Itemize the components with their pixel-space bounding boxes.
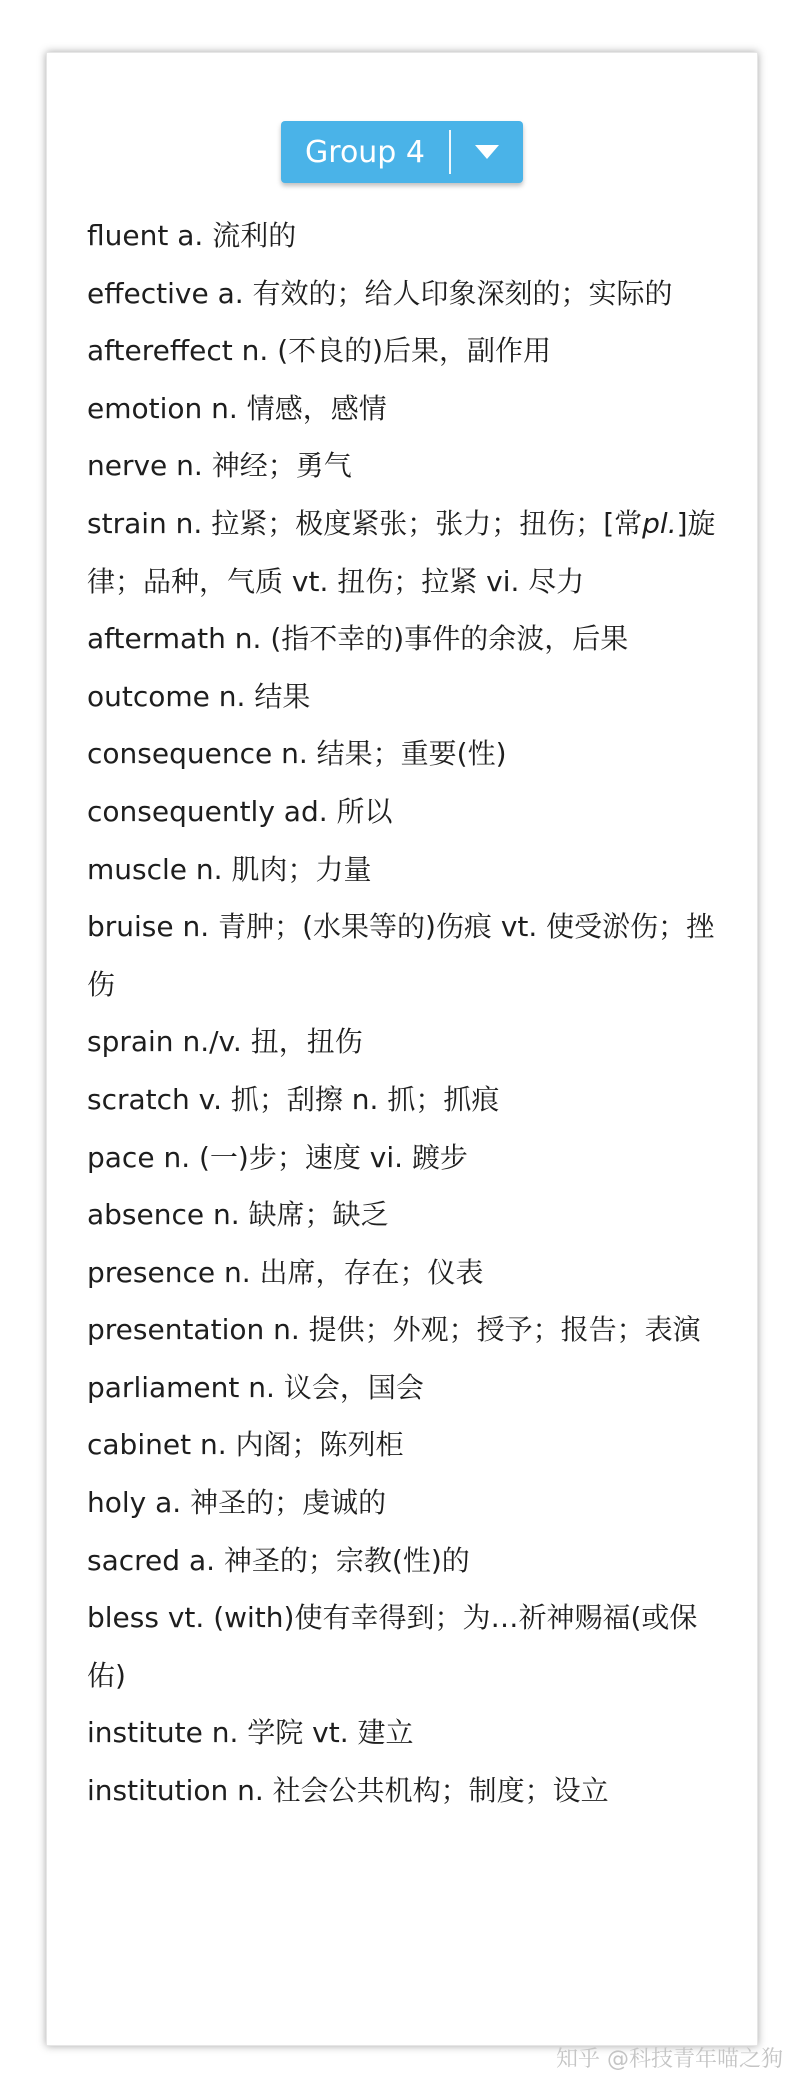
vocab-entry-sacred: sacred a. 神圣的；宗教(性)的 (87, 1543, 470, 1577)
vocab-entry-fluent: fluent a. 流利的 (87, 219, 297, 252)
vocab-entry-bless: bless vt. (with)使有幸得到；为…祈神赐福(或保佑) (87, 1601, 698, 1692)
vocab-entry-bruise: bruise n. 青肿；(水果等的)伤痕 vt. 使受淤伤；挫伤 (87, 910, 715, 1001)
vocab-entry-scratch: scratch v. 抓；刮擦 n. 抓；抓痕 (87, 1082, 500, 1116)
vocab-entry-cabinet: cabinet n. 内阁；陈列柜 (87, 1428, 404, 1462)
vocab-entry-aftermath: aftermath n. (指不幸的)事件的余波，后果 (87, 622, 629, 656)
vocab-entry-nerve: nerve n. 神经；勇气 (87, 449, 352, 483)
vocab-entry-presence: presence n. 出席，存在；仪表 (87, 1255, 484, 1289)
vocab-entry-presentation: presentation n. 提供；外观；授予；报告；表演 (87, 1313, 701, 1347)
vocab-entry-consequently: consequently ad. 所以 (87, 794, 393, 828)
strain-plural-abbrev: pl. (642, 506, 677, 540)
vocab-entry-institution: institution n. 社会公共机构；制度；设立 (87, 1774, 609, 1808)
vocab-entry-emotion: emotion n. 情感，感情 (87, 391, 387, 425)
group-selector-button[interactable] (281, 121, 523, 183)
triangle-down-icon[interactable] (451, 143, 523, 161)
vocab-entry-muscle: muscle n. 肌肉；力量 (87, 852, 372, 886)
group-label: Group 4 (305, 134, 425, 170)
strain-text: strain n. 拉紧；极度紧张；张力；扭伤；[常 (87, 506, 643, 540)
vocab-entry-outcome: outcome n. 结果 (87, 679, 311, 713)
vocab-entry-holy: holy a. 神圣的；虔诚的 (87, 1486, 387, 1520)
vocab-entry-parliament: parliament n. 议会，国会 (87, 1370, 424, 1404)
vocab-entry-pace: pace n. (一)步；速度 vi. 踱步 (87, 1140, 468, 1174)
vocab-entry-strain (87, 495, 727, 610)
strain-text-rest: ]旋律；品种，气质 vt. 扭伤；拉紧 vi. 尽力 (87, 506, 716, 598)
vocab-entry-institute: institute n. 学院 vt. 建立 (87, 1716, 414, 1750)
vocab-entry-aftereffect: aftereffect n. (不良的)后果，副作用 (87, 334, 552, 368)
vocab-entry-effective: effective a. 有效的；给人印象深刻的；实际的 (87, 276, 673, 310)
vocab-entry-absence: absence n. 缺席；缺乏 (87, 1198, 389, 1232)
vocab-entry-consequence: consequence n. 结果；重要(性) (87, 737, 507, 771)
watermark: 知乎 @科技青年喵之狗 (556, 2047, 783, 2072)
button-divider (449, 130, 451, 174)
vocabulary-list (87, 207, 727, 1820)
vocab-entry-sprain: sprain n./v. 扭，扭伤 (87, 1025, 363, 1059)
